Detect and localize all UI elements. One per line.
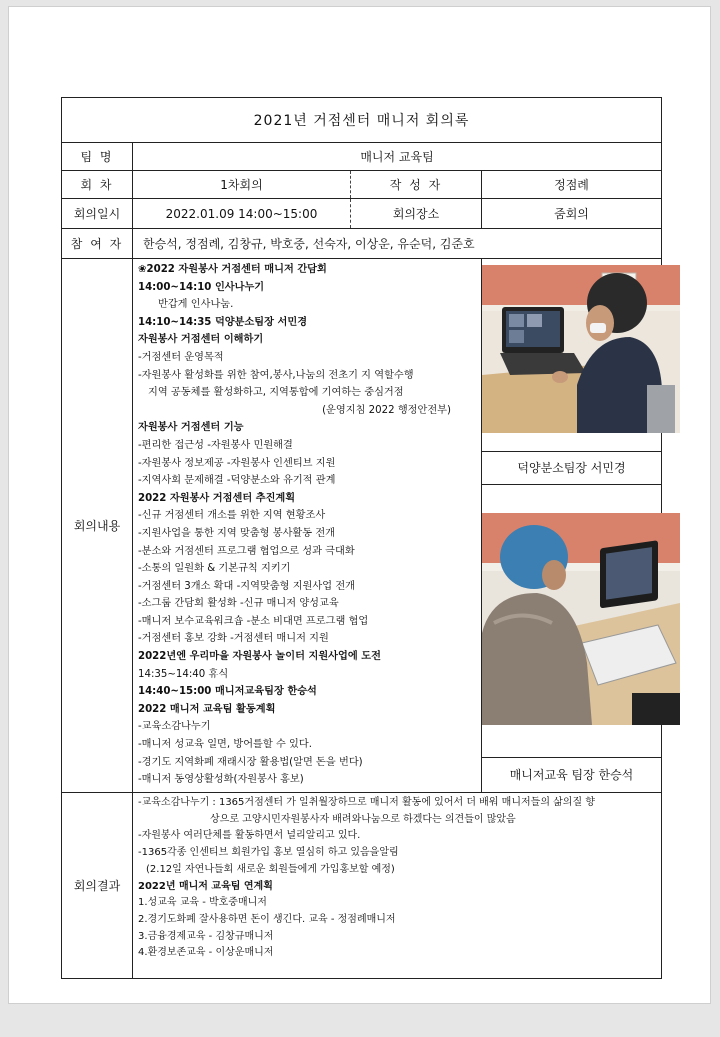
result-line: 2022년 매니저 교육팀 연계획 <box>138 880 273 892</box>
content-line: 지역 공동체를 활성화하고, 지역통합에 기여하는 중심거점 <box>148 387 404 399</box>
content-line: -매니저 보수교육워크숍 -분소 비대면 프로그램 협업 <box>138 615 369 627</box>
attendees-value: 한승석, 정점례, 김창규, 박호중, 선숙자, 이상운, 유순덕, 김준호 <box>133 229 662 259</box>
person-with-blue-hair-at-laptop-photo <box>482 513 680 725</box>
session-label: 회 차 <box>62 171 133 199</box>
content-line: -자원봉사 활성화를 위한 참여,봉사,나눔의 전초기 지 역할수행 <box>138 369 414 381</box>
content-line: 2022 매니저 교육팀 활동계획 <box>138 703 276 715</box>
writer-label: 작 성 자 <box>351 171 482 199</box>
content-line: -교육소감나누기 <box>138 721 211 733</box>
content-line: -경기도 지역화폐 재래시장 활용법(알면 돈을 번다) <box>138 756 363 768</box>
content-line: 자원봉사 거점센터 이해하기 <box>138 334 264 346</box>
photos-cell <box>482 259 662 793</box>
content-line: -거점센터 운영목적 <box>138 351 224 363</box>
photo1-caption: 덕양분소팀장 서민경 <box>482 451 661 484</box>
result-line: -자원봉사 여러단체를 활동하면서 널리알리고 있다. <box>138 830 361 842</box>
place-label: 회의장소 <box>351 199 482 229</box>
result-line: 4.환경보존교육 - 이상운매니저 <box>138 947 274 959</box>
result-line: 상으로 고양시민자원봉사자 배려와나눔으로 하겠다는 의견들이 많았음 <box>210 813 516 825</box>
person-at-laptop-zoom-photo <box>482 265 680 433</box>
writer-value: 정점례 <box>482 171 662 199</box>
meeting-minutes-table <box>61 97 662 979</box>
content-line: -소통의 일원화 & 기본규칙 지키기 <box>138 563 291 575</box>
date-value: 2022.01.09 14:00~15:00 <box>133 199 351 229</box>
document-page <box>8 6 711 1004</box>
content-line: -신규 거점센터 개소를 위한 지역 현황조사 <box>138 510 326 522</box>
content-line: 14:10~14:35 덕양분소팀장 서민경 <box>138 316 308 328</box>
content-line: (운영지침 2022 행정안전부) <box>322 404 451 416</box>
document-title: 2021년 거점센터 매니저 회의록 <box>62 98 662 143</box>
content-line: -분소와 거점센터 프로그램 협업으로 성과 극대화 <box>138 545 355 557</box>
content-line: -지역사회 문제해결 -덕양분소와 유기적 관계 <box>138 475 336 487</box>
date-label: 회의일시 <box>62 199 133 229</box>
content-line: 14:00~14:10 인사나누기 <box>138 281 265 293</box>
content-line: -지원사업을 통한 지역 맞춤형 봉사활동 전개 <box>138 527 336 539</box>
content-line: -거점센터 홍보 강화 -거점센터 매니저 지원 <box>138 633 329 645</box>
content-line: 반갑게 인사나눔. <box>158 299 234 311</box>
result-line: (2.12일 자연나들회 새로운 회원들에게 가입홍보할 예정) <box>146 863 395 875</box>
content-line: -거점센터 3개소 확대 -지역맞춤형 지원사업 전개 <box>138 580 356 592</box>
content-line: ❀2022 자원봉사 거점센터 매니저 간담회 <box>138 264 327 275</box>
content-line: -편리한 접근성 -자원봉사 민원해결 <box>138 439 293 451</box>
content-line: -소그룹 간담회 활성화 -신규 매니저 양성교육 <box>138 598 339 610</box>
photo2-caption: 매니저교육 팀장 한승석 <box>482 757 661 792</box>
content-line: -자원봉사 정보제공 -자원봉사 인센티브 지원 <box>138 457 336 469</box>
content-line: 2022 자원봉사 거점센터 추진계획 <box>138 492 296 504</box>
content-line: 2022년엔 우리마을 자원봉사 놀이터 지원사업에 도전 <box>138 651 381 663</box>
attendees-label: 참 여 자 <box>62 229 133 259</box>
content-line: 14:40~15:00 매니저교육팀장 한승석 <box>138 686 317 698</box>
team-label: 팀 명 <box>62 143 133 171</box>
meeting-content <box>133 259 482 793</box>
session-value: 1차회의 <box>133 171 351 199</box>
team-value: 매니저 교육팀 <box>133 143 662 171</box>
content-line: -매니저 동영상활성화(자원봉사 홍보) <box>138 774 304 786</box>
place-value: 줌회의 <box>482 199 662 229</box>
content-line: 14:35~14:40 휴식 <box>138 668 229 680</box>
result-line: 1.성교육 교육 - 박호중매니저 <box>138 897 267 909</box>
result-line: -교육소감나누기 : 1365거점센터 가 일취월장하므로 매니저 활동에 있어서 더 배워 매니저들의 삶의질 향 <box>138 797 595 808</box>
result-label: 회의결과 <box>62 793 133 979</box>
result-line: -1365각종 인센티브 회원가입 홍보 열심히 하고 있음을알림 <box>138 847 399 859</box>
content-line: -매니저 성교육 일면, 방어를할 수 있다. <box>138 739 312 751</box>
content-line: 자원봉사 거점센터 기능 <box>138 422 244 434</box>
meeting-result <box>133 793 662 979</box>
content-label: 회의내용 <box>62 259 133 793</box>
result-line: 3.금융경제교육 - 김창규매니저 <box>138 930 274 942</box>
result-line: 2.경기도화폐 잘사용하면 돈이 생긴다. 교육 - 정점례매니저 <box>138 913 396 925</box>
